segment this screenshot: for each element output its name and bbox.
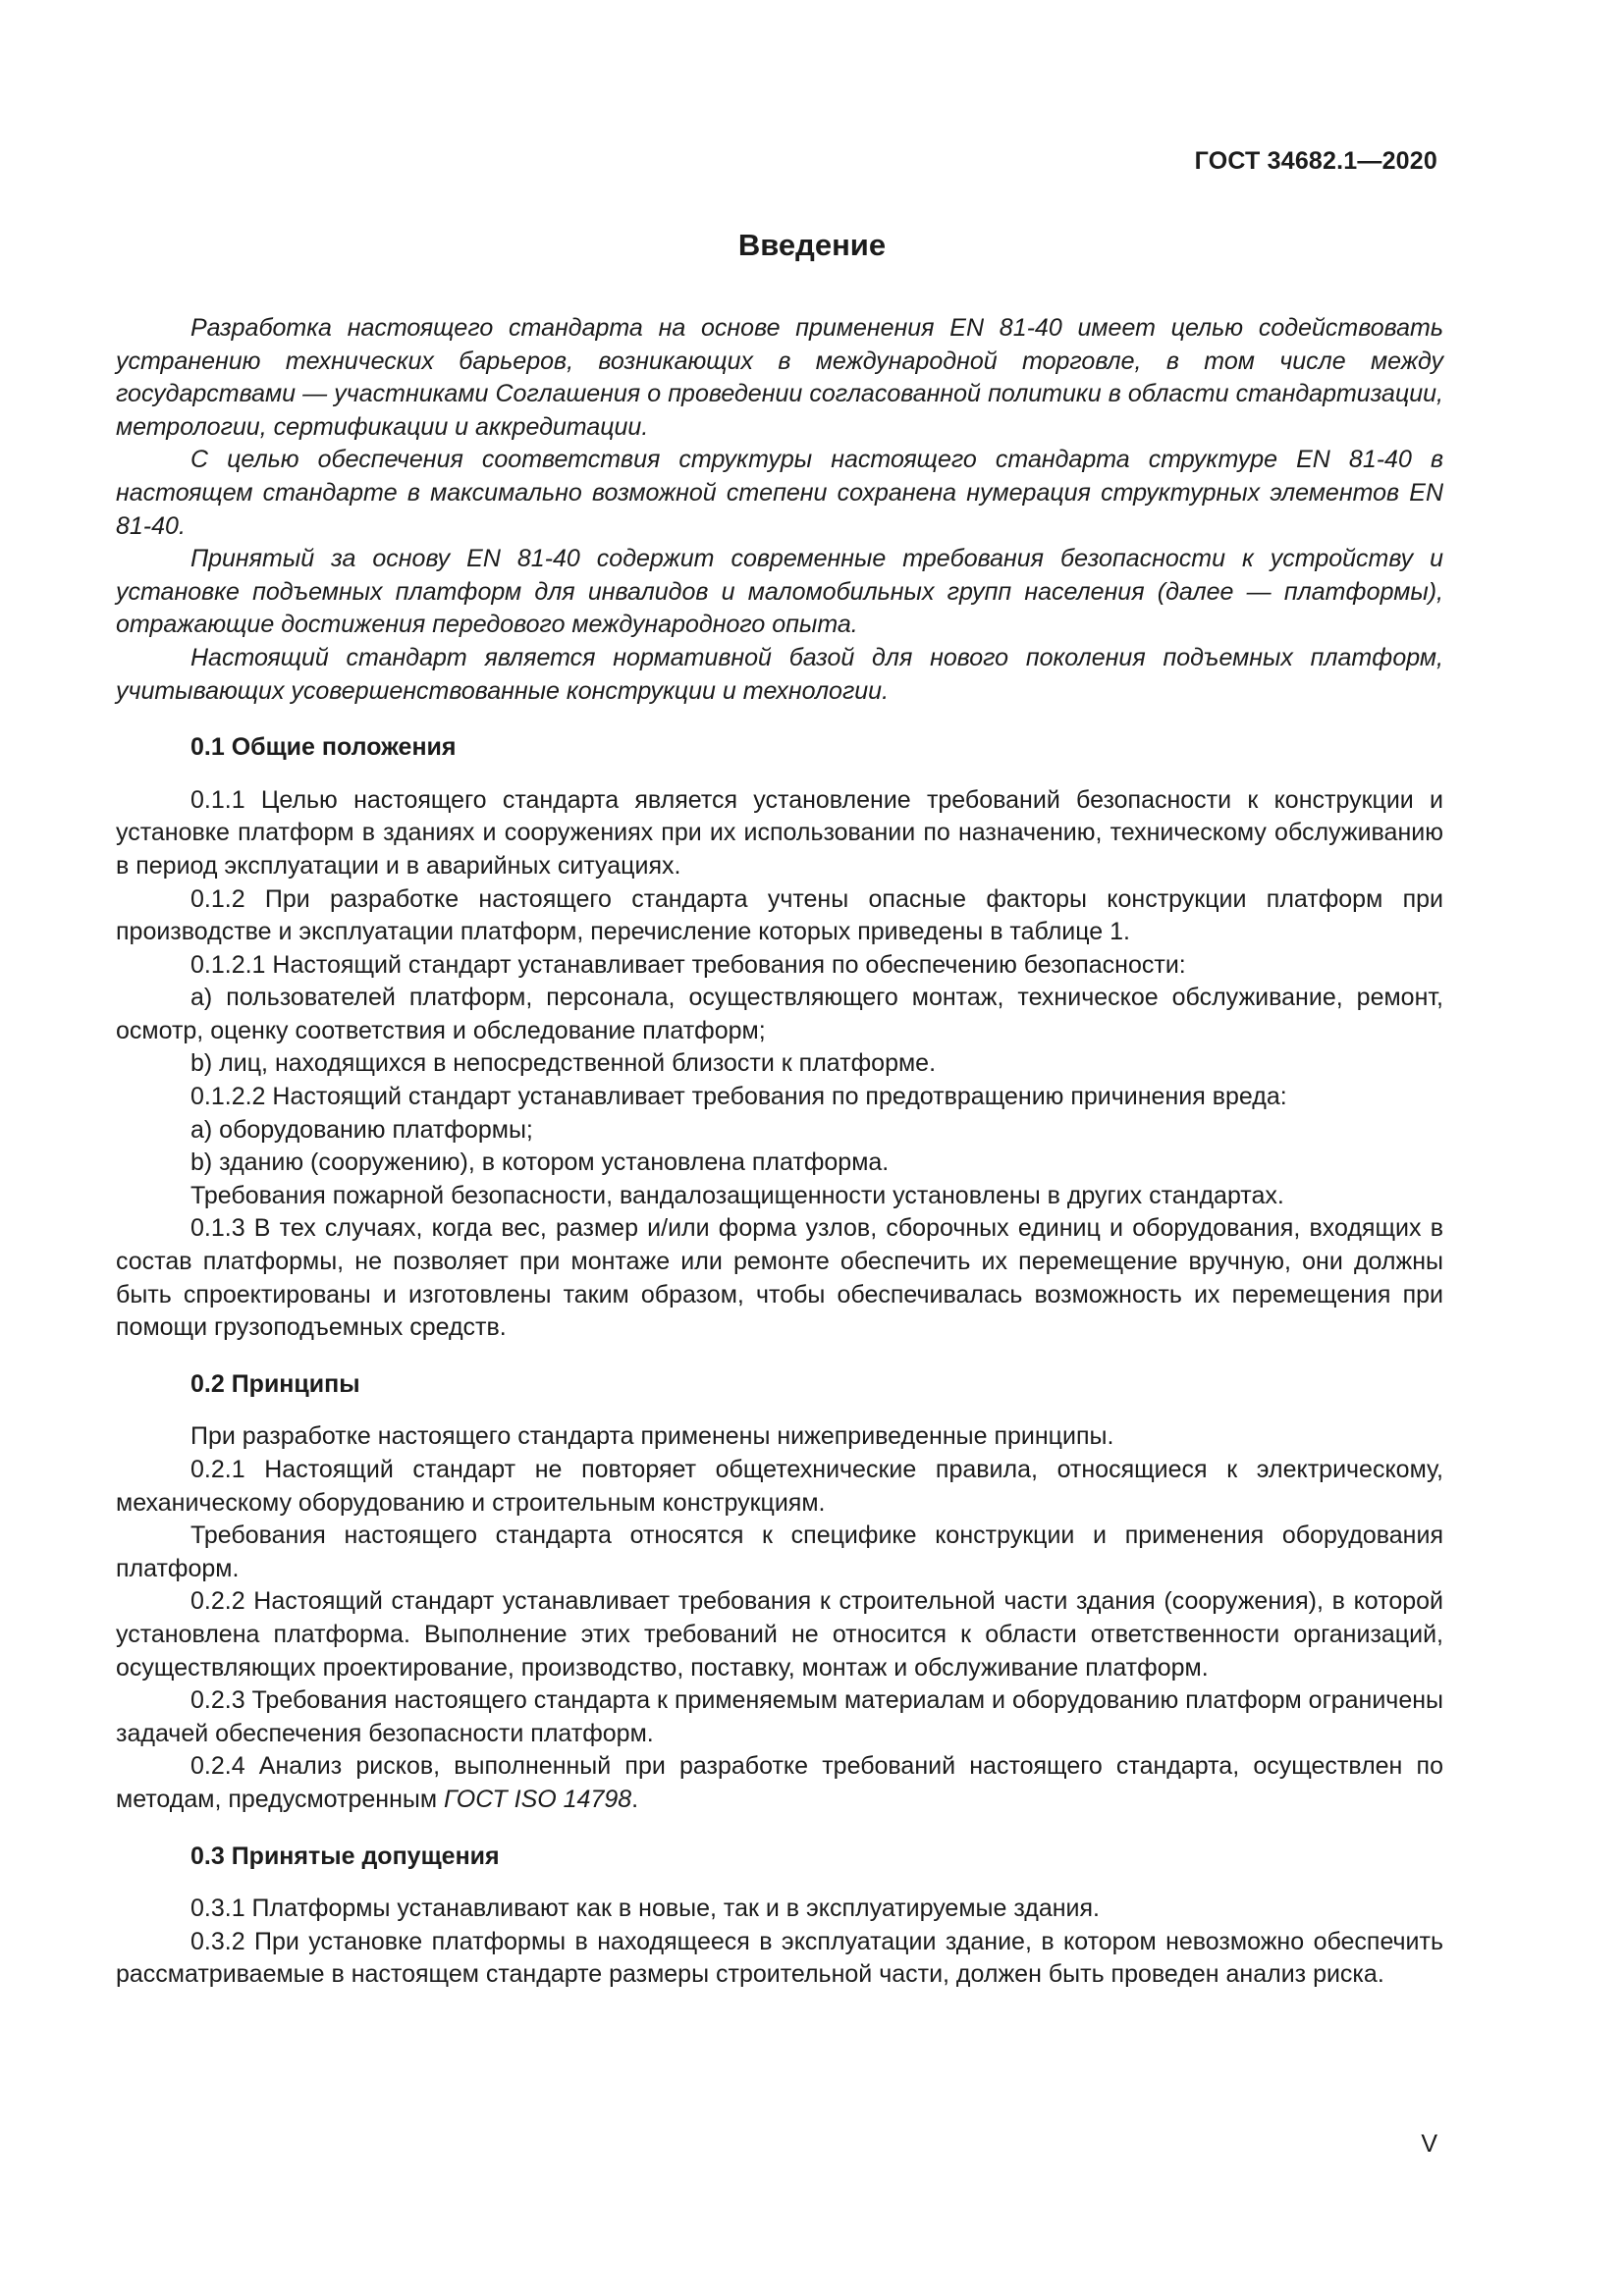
intro-paragraph: Принятый за основу EN 81-40 содержит современные требования безопасности к устройству и установке подъемных платформ для инвалидов и маломобильных групп населения (далее — платформы), отражающие достижения передового международного опыта.	[116, 545, 1443, 639]
intro-paragraph: Разработка настоящего стандарта на основе применения EN 81-40 имеет целью содействовать устранению технических барьеров, возникающих в международной торговле, в том числе между государствами — участниками Соглашения о проведении согласованной политики в области стандартизации, метрологии, сертификации и аккредитации.	[116, 314, 1443, 441]
section2-paragraph: 0.2.3 Требования настоящего стандарта к применяемым материалам и оборудованию платформ ограничены задачей обеспечения безопасности платформ.	[116, 1686, 1443, 1747]
document-body	[116, 312, 1443, 1992]
standard-code-header: ГОСТ 34682.1—2020	[1194, 147, 1437, 175]
section3-paragraph: 0.3.1 Платформы устанавливают как в новые, так и в эксплуатируемые здания.	[190, 1895, 1101, 1923]
section1-list-item: a) оборудованию платформы;	[190, 1115, 533, 1144]
section1-paragraph: 0.1.2.1 Настоящий стандарт устанавливает требования по обеспечению безопасности:	[190, 950, 1186, 979]
intro-paragraph: Настоящий стандарт является нормативной базой для нового поколения подъемных платформ, учитывающих усовершенствованные конструкции и технологии.	[116, 643, 1443, 705]
section1-list-item: a) пользователей платформ, персонала, осуществляющего монтаж, техническое обслуживание, ремонт, осмотр, оценку соответствия и обследование платформ;	[116, 984, 1443, 1044]
risk-analysis-end: .	[631, 1785, 639, 1813]
section1-paragraph: 0.1.1 Целью настоящего стандарта является установление требований безопасности к конструкции и установке платформ в зданиях и сооружениях при их использовании по назначению, техническому обслуживанию в период эксплуатации и в аварийных ситуациях.	[116, 785, 1443, 880]
page-title: Введение	[737, 228, 887, 262]
section1-list-item: b) зданию (сооружению), в котором установлена платформа.	[190, 1148, 890, 1177]
section1-paragraph: 0.1.2 При разработке настоящего стандарта учтены опасные факторы конструкции платформ при производстве и эксплуатации платформ, перечисление которых приведены в таблице 1.	[116, 884, 1443, 946]
page-number: V	[1421, 2130, 1437, 2158]
section2-paragraph: 0.2.2 Настоящий стандарт устанавливает требования к строительной части здания (сооружения), в которой установлена платформа. Выполнение этих требований не относится к области ответственности организаций, осуществляющих проектирование, производство, поставку, монтаж и обслуживание платформ.	[116, 1587, 1443, 1682]
section1-paragraph: 0.1.2.2 Настоящий стандарт устанавливает требования по предотвращению причинения вреда:	[190, 1083, 1287, 1111]
section1-paragraph: Требования пожарной безопасности, вандалозащищенности установлены в других стандартах.	[190, 1181, 1284, 1209]
section2-paragraph-risk-analysis	[116, 1750, 1443, 1816]
section1-list-item: b) лиц, находящихся в непосредственной близости к платформе.	[190, 1049, 937, 1078]
standard-reference: ГОСТ ISO 14798	[443, 1785, 632, 1813]
section2-paragraph: При разработке настоящего стандарта применены нижеприведенные принципы.	[190, 1422, 1114, 1451]
section2-paragraph: Требования настоящего стандарта относятся к специфике конструкции и применения оборудования платформ.	[116, 1522, 1443, 1582]
section-heading-general: 0.1 Общие положения	[190, 733, 457, 762]
section-heading-assumptions: 0.3 Принятые допущения	[190, 1842, 500, 1870]
section-heading-principles: 0.2 Принципы	[190, 1369, 360, 1398]
intro-paragraph: С целью обеспечения соответствия структуры настоящего стандарта структуре EN 81-40 в настоящем стандарте в максимально возможной степени сохранена нумерация структурных элементов EN 81-40.	[116, 446, 1443, 540]
section2-paragraph: 0.2.1 Настоящий стандарт не повторяет общетехнические правила, относящиеся к электрическому, механическому оборудованию и строительным конструкциям.	[116, 1456, 1443, 1517]
risk-analysis-text: 0.2.4 Анализ рисков, выполненный при разработке требований настоящего стандарта, осуществлен по методам, предусмотренным	[116, 1752, 1443, 1813]
section3-paragraph: 0.3.2 При установке платформы в находящееся в эксплуатации здание, в котором невозможно обеспечить рассматриваемые в настоящем стандарте размеры строительной части, должен быть проведен анализ риска.	[116, 1927, 1443, 1989]
section1-paragraph: 0.1.3 В тех случаях, когда вес, размер и/или форма узлов, сборочных единиц и оборудования, входящих в состав платформы, не позволяет при монтаже или ремонте обеспечить их перемещение вручную, они должны быть спроектированы и изготовлены таким образом, чтобы обеспечивалась возможность их перемещения при помощи грузоподъемных средств.	[116, 1214, 1443, 1342]
